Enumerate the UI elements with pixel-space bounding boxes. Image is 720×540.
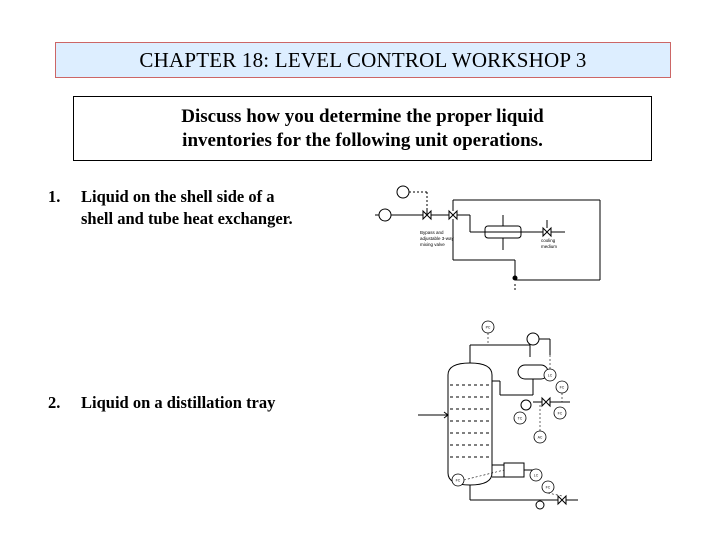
tag-label: LC <box>547 373 553 378</box>
reflux-drum-icon <box>518 365 548 379</box>
question-line-1: Discuss how you determine the proper liquid <box>181 105 544 127</box>
distillation-column-icon <box>448 363 492 485</box>
item-text-line-2: shell and tube heat exchanger. <box>81 209 293 228</box>
item-number: 1. <box>48 187 61 206</box>
list-item-2 <box>48 392 348 416</box>
distillation-column-diagram <box>400 315 590 520</box>
tag-label: PC <box>485 325 491 330</box>
list-item-1 <box>48 186 368 234</box>
pump-icon <box>379 209 391 221</box>
item-text-line-1: Liquid on the shell side of a <box>81 187 275 206</box>
bypass-label-2: adjustable 3-way <box>420 236 454 241</box>
chapter-title-box <box>55 42 671 78</box>
tag-label: FC <box>559 385 565 390</box>
bottoms-pump-icon <box>536 501 544 509</box>
heat-exchanger-diagram <box>365 180 615 300</box>
reflux-pump-icon <box>521 400 531 410</box>
cooling-label-2: medium <box>541 244 558 249</box>
chapter-title: CHAPTER 18: LEVEL CONTROL WORKSHOP 3 <box>139 47 587 72</box>
bypass-label-1: Bypass and <box>420 230 444 235</box>
tag-label: LC <box>533 473 539 478</box>
tag-label: AC <box>537 435 543 440</box>
item-number: 2. <box>48 393 61 412</box>
tag-label: FC <box>557 411 563 416</box>
distillate-valve-icon <box>542 398 550 406</box>
controller-bubble-icon <box>397 186 409 198</box>
tag-label: TC <box>517 416 523 421</box>
condenser-icon <box>527 333 539 345</box>
cooling-valve-icon <box>543 228 551 236</box>
question-line-2: inventories for the following unit operations. <box>182 129 543 151</box>
three-way-valve-icon <box>449 211 457 219</box>
question-box <box>73 96 652 161</box>
reboiler-icon <box>504 463 524 477</box>
tag-label: FC <box>545 485 551 490</box>
tag-label: FC <box>455 478 461 483</box>
bypass-label-3: mixing valve <box>420 242 445 247</box>
cooling-label-1: cooling <box>541 238 556 243</box>
item-text-line-1: Liquid on a distillation tray <box>81 393 276 412</box>
bottoms-valve-icon <box>558 496 566 504</box>
